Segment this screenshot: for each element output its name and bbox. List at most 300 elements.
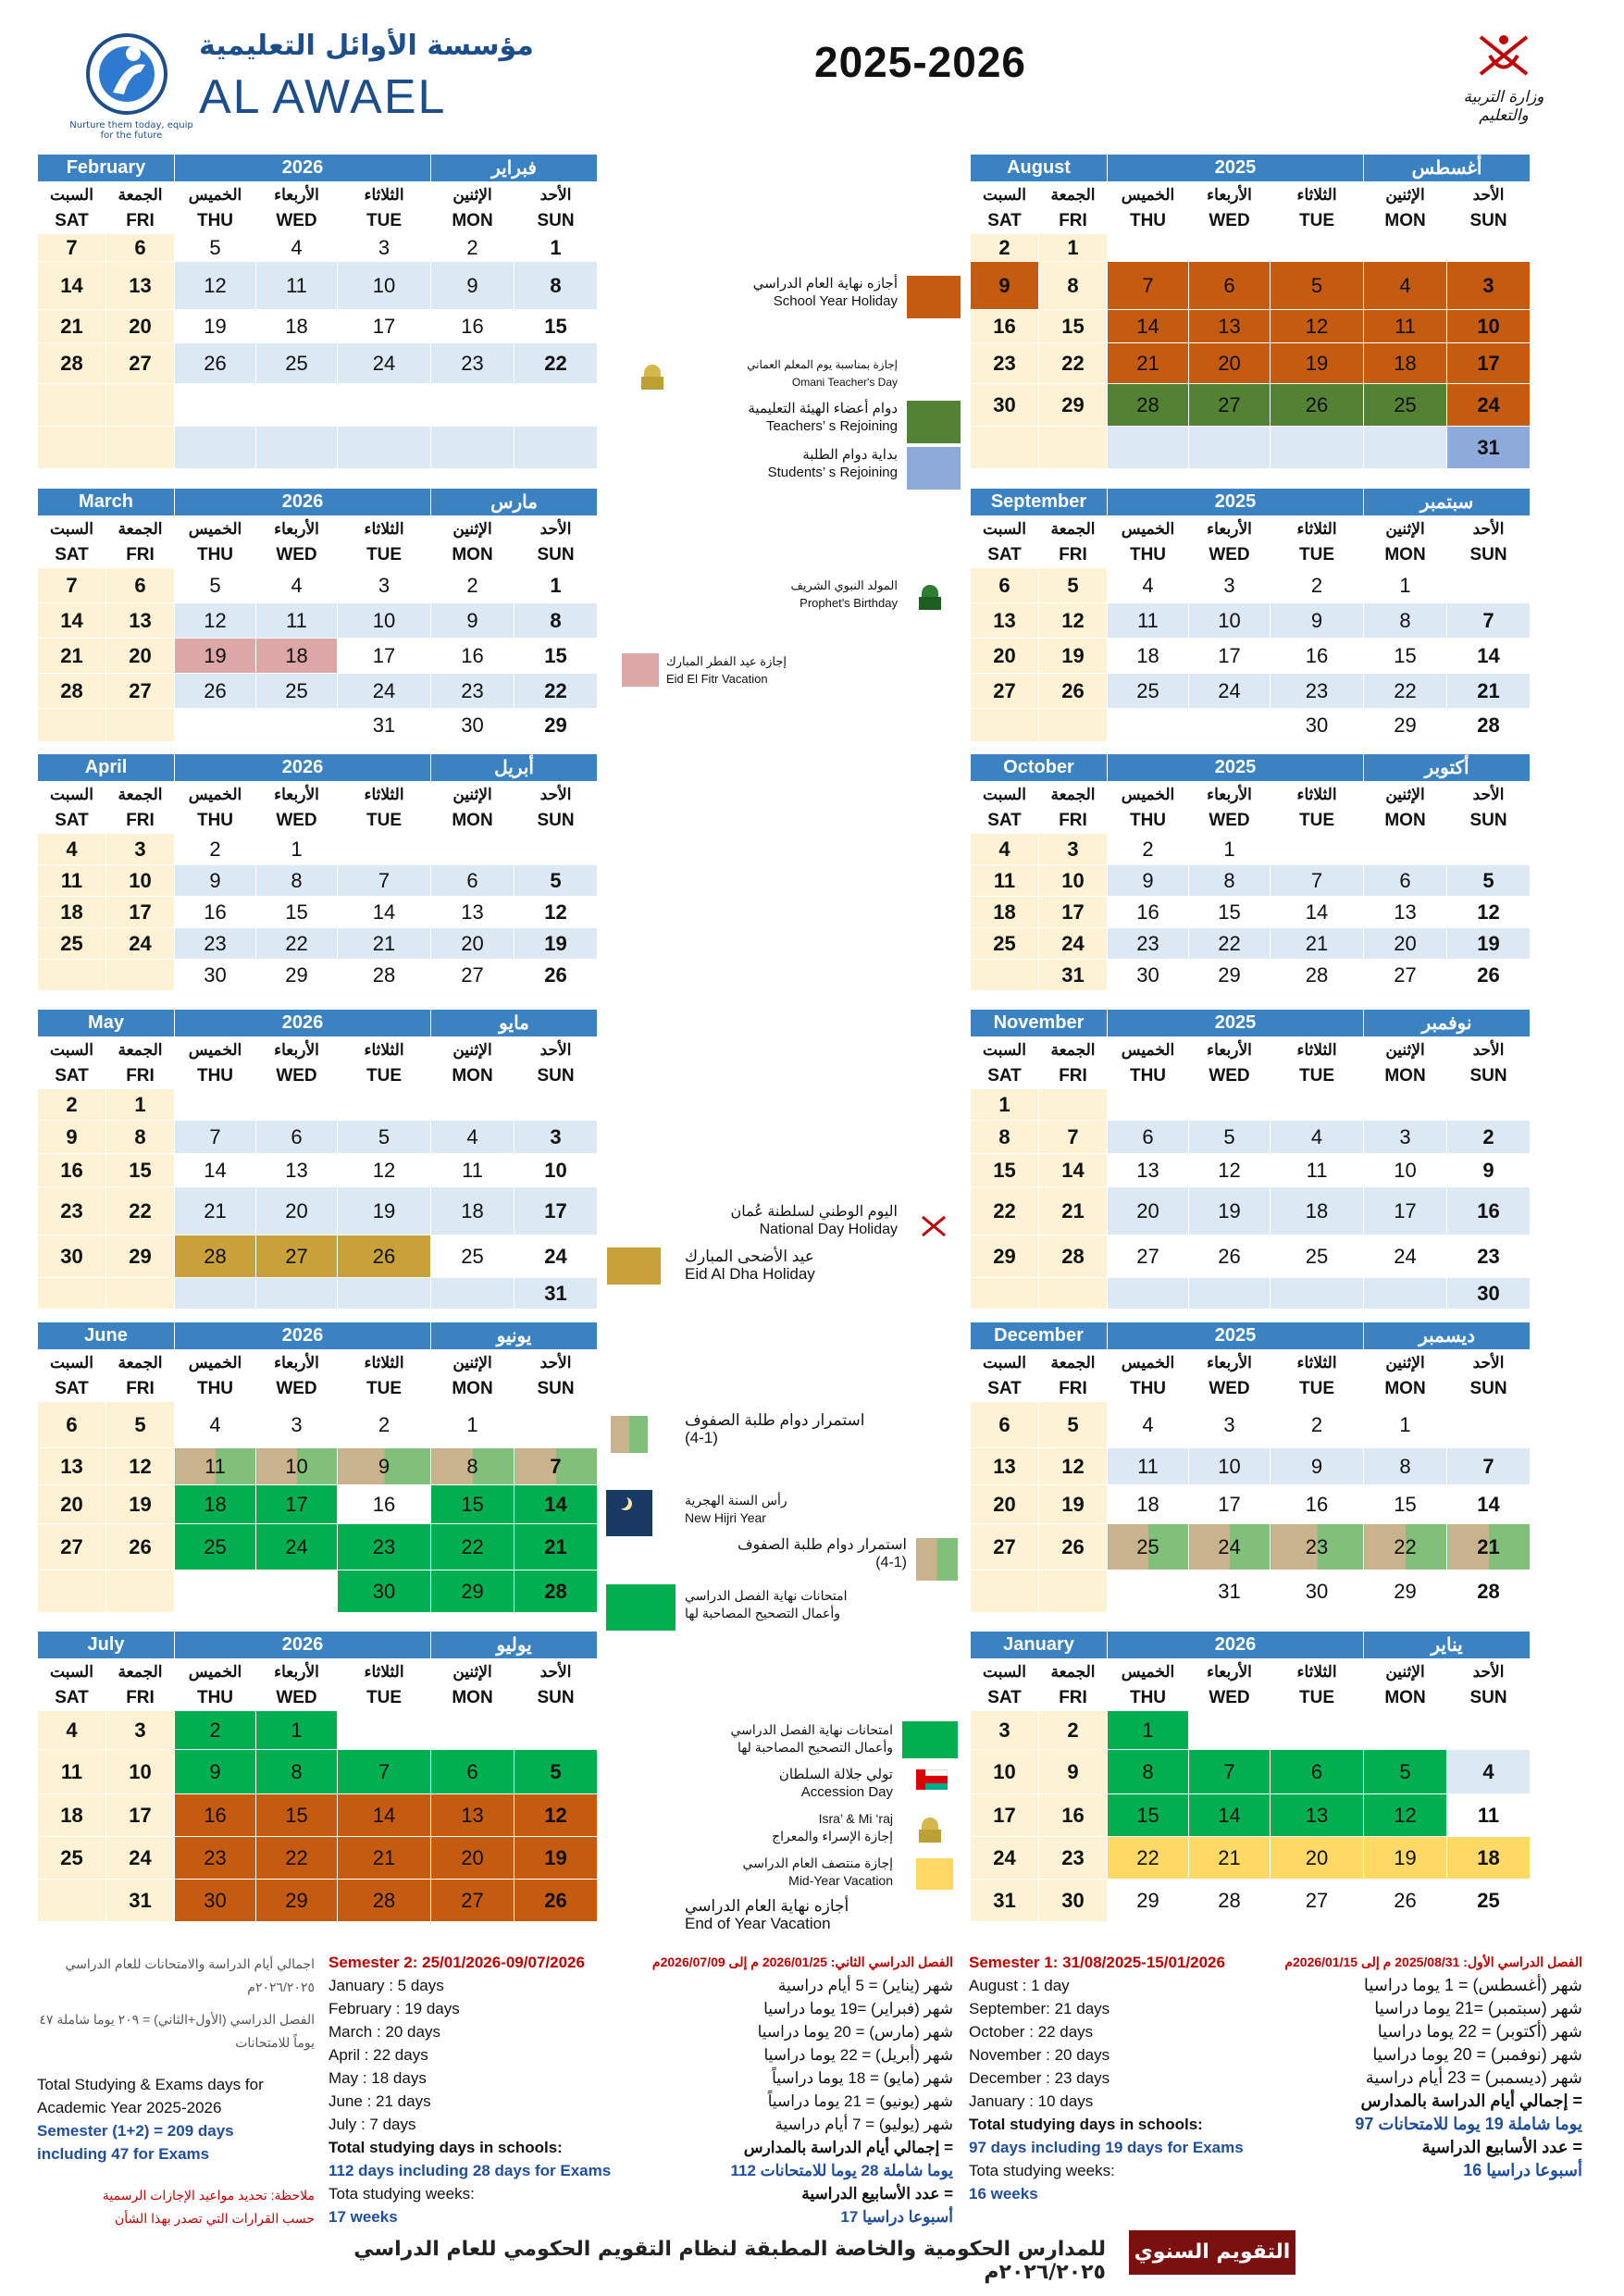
day-cell: 21 bbox=[1108, 343, 1189, 384]
month-year: 2026 bbox=[175, 754, 431, 782]
day-cell: 20 bbox=[431, 928, 514, 960]
calendar-may bbox=[37, 1009, 597, 1309]
ministry-emblem-icon bbox=[1453, 23, 1555, 125]
day-cell: 13 bbox=[1271, 1794, 1364, 1837]
day-cell: 20 bbox=[256, 1187, 338, 1235]
day-cell: 29 bbox=[1364, 1570, 1447, 1613]
day-cell: 3 bbox=[338, 234, 431, 262]
weekday-ar: الخميس bbox=[175, 1659, 256, 1685]
day-cell: 30 bbox=[1271, 1570, 1364, 1613]
weekday-en: TUE bbox=[1271, 1063, 1364, 1089]
day-cell: 8 bbox=[106, 1121, 175, 1154]
day-cell: 20 bbox=[106, 310, 175, 343]
weekday-en: FRI bbox=[106, 542, 175, 568]
day-cell: 9 bbox=[1271, 1448, 1364, 1485]
day-cell: 12 bbox=[175, 603, 256, 639]
legend-swatch-continue1 bbox=[611, 1416, 648, 1453]
day-cell: 23 bbox=[38, 1187, 106, 1235]
day-cell: 13 bbox=[1189, 310, 1271, 343]
month-name-en: September bbox=[971, 489, 1108, 516]
day-cell bbox=[256, 427, 338, 469]
weekday-ar: الخميس bbox=[175, 1350, 256, 1376]
weekday-en: SUN bbox=[1447, 542, 1531, 568]
day-cell bbox=[514, 1402, 598, 1448]
weekday-ar: الإثنين bbox=[1364, 1037, 1447, 1063]
weekday-en: MON bbox=[1364, 1685, 1447, 1711]
day-cell bbox=[38, 709, 106, 742]
day-cell bbox=[431, 427, 514, 469]
month-year: 2026 bbox=[175, 1010, 431, 1037]
weekday-en: SUN bbox=[1447, 1063, 1531, 1089]
day-cell bbox=[175, 1089, 256, 1121]
day-cell: 31 bbox=[514, 1278, 598, 1309]
weekday-en: SAT bbox=[971, 808, 1039, 834]
day-cell: 30 bbox=[431, 709, 514, 742]
day-cell: 10 bbox=[106, 1750, 175, 1794]
day-cell: 21 bbox=[1039, 1187, 1108, 1235]
weekday-ar: الأحد bbox=[514, 1659, 598, 1685]
day-cell: 25 bbox=[1447, 1880, 1531, 1922]
day-cell bbox=[1189, 1711, 1271, 1750]
month-name-ar: أغسطس bbox=[1364, 155, 1531, 182]
weekday-en: SUN bbox=[1447, 1685, 1531, 1711]
day-cell bbox=[1271, 1089, 1364, 1121]
day-cell: 1 bbox=[1108, 1711, 1189, 1750]
day-cell: 16 bbox=[431, 639, 514, 674]
day-cell: 20 bbox=[971, 1485, 1039, 1524]
weekday-en: FRI bbox=[106, 1685, 175, 1711]
day-cell: 6 bbox=[431, 1750, 514, 1794]
day-cell: 13 bbox=[38, 1448, 106, 1485]
day-cell: 24 bbox=[514, 1235, 598, 1278]
summary-line: شهر (مايو) = 18 يوما دراسياً bbox=[772, 2069, 953, 2087]
day-cell: 19 bbox=[514, 1837, 598, 1880]
day-cell: 25 bbox=[175, 1524, 256, 1570]
weekday-ar: الأربعاء bbox=[256, 782, 338, 808]
day-cell: 7 bbox=[1039, 1121, 1108, 1154]
weekday-ar: السبت bbox=[38, 182, 106, 208]
month-name-ar: مارس bbox=[431, 489, 598, 516]
day-cell: 1 bbox=[1189, 834, 1271, 865]
weekday-en: SUN bbox=[1447, 808, 1531, 834]
month-name-en: December bbox=[971, 1322, 1108, 1350]
month-name-en: June bbox=[38, 1322, 175, 1350]
logo-emblem-icon bbox=[76, 28, 178, 120]
day-cell: 19 bbox=[338, 1187, 431, 1235]
day-cell: 5 bbox=[175, 234, 256, 262]
day-cell: 24 bbox=[338, 674, 431, 709]
day-cell: 27 bbox=[106, 343, 175, 384]
day-cell: 25 bbox=[971, 928, 1039, 960]
weekday-en: SAT bbox=[971, 208, 1039, 234]
weekday-ar: الأحد bbox=[514, 182, 598, 208]
weekday-en: TUE bbox=[338, 208, 431, 234]
summary-line: October : 22 days bbox=[969, 2023, 1094, 2041]
weekday-en: THU bbox=[175, 208, 256, 234]
day-cell: 5 bbox=[514, 1750, 598, 1794]
day-cell: 20 bbox=[431, 1837, 514, 1880]
day-cell: 27 bbox=[1108, 1235, 1189, 1278]
day-cell: 21 bbox=[338, 1837, 431, 1880]
day-cell: 21 bbox=[38, 310, 106, 343]
weekday-en: MON bbox=[431, 1376, 514, 1402]
summary-line: June : 21 days bbox=[329, 2092, 431, 2110]
day-cell bbox=[338, 834, 431, 865]
day-cell: 24 bbox=[1189, 674, 1271, 709]
day-cell: 28 bbox=[1447, 709, 1531, 742]
month-name-ar: يونيو bbox=[431, 1322, 598, 1350]
day-cell: 4 bbox=[1271, 1121, 1364, 1154]
summary-line: شهر (مارس) = 20 يوما دراسيا bbox=[757, 2023, 953, 2041]
day-cell: 15 bbox=[1189, 897, 1271, 928]
day-cell: 29 bbox=[1108, 1880, 1189, 1922]
day-cell: 2 bbox=[1271, 1402, 1364, 1448]
month-name-ar: أبريل bbox=[431, 754, 598, 782]
day-cell: 15 bbox=[431, 1485, 514, 1524]
day-cell: 26 bbox=[1271, 384, 1364, 427]
day-cell: 21 bbox=[1447, 674, 1531, 709]
day-cell: 7 bbox=[1447, 1448, 1531, 1485]
day-cell: 28 bbox=[1189, 1880, 1271, 1922]
weekday-ar: الأحد bbox=[1447, 182, 1531, 208]
weekday-ar: الأحد bbox=[1447, 1659, 1531, 1685]
day-cell: 28 bbox=[338, 1880, 431, 1922]
weekday-en: THU bbox=[1108, 1376, 1189, 1402]
day-cell bbox=[256, 1570, 338, 1613]
day-cell: 22 bbox=[1039, 343, 1108, 384]
weekday-ar: الثلاثاء bbox=[338, 516, 431, 542]
legend-midyear: إجازة منتصف العام الدراسي Mid-Year Vacation bbox=[742, 1855, 893, 1888]
day-cell: 15 bbox=[1108, 1794, 1189, 1837]
weekday-en: SUN bbox=[514, 208, 598, 234]
day-cell: 9 bbox=[1271, 603, 1364, 639]
summary-line: July : 7 days bbox=[329, 2116, 416, 2133]
day-cell: 4 bbox=[38, 834, 106, 865]
day-cell: 1 bbox=[1364, 1402, 1447, 1448]
day-cell bbox=[971, 427, 1039, 469]
day-cell: 29 bbox=[1364, 709, 1447, 742]
day-cell: 22 bbox=[514, 674, 598, 709]
day-cell: 12 bbox=[514, 897, 598, 928]
day-cell: 3 bbox=[1039, 834, 1108, 865]
day-cell: 30 bbox=[971, 384, 1039, 427]
day-cell: 14 bbox=[1039, 1154, 1108, 1187]
weekday-ar: الثلاثاء bbox=[338, 1037, 431, 1063]
day-cell: 3 bbox=[1189, 568, 1271, 603]
day-cell: 22 bbox=[1108, 1837, 1189, 1880]
day-cell: 2 bbox=[1108, 834, 1189, 865]
weekday-ar: الجمعة bbox=[106, 1659, 175, 1685]
day-cell: 25 bbox=[1271, 1235, 1364, 1278]
day-cell: 22 bbox=[1364, 674, 1447, 709]
day-cell: 16 bbox=[38, 1154, 106, 1187]
day-cell: 27 bbox=[431, 1880, 514, 1922]
day-cell bbox=[175, 1570, 256, 1613]
legend-school-holiday: أجازه نهاية العام الدراسي School Year Holiday bbox=[752, 276, 898, 309]
day-cell: 18 bbox=[38, 897, 106, 928]
day-cell: 3 bbox=[1189, 1402, 1271, 1448]
weekday-ar: الثلاثاء bbox=[1271, 182, 1364, 208]
day-cell: 19 bbox=[514, 928, 598, 960]
day-cell bbox=[1039, 1570, 1108, 1613]
day-cell: 28 bbox=[1108, 384, 1189, 427]
day-cell: 2 bbox=[38, 1089, 106, 1121]
day-cell: 11 bbox=[1108, 1448, 1189, 1485]
month-name-en: April bbox=[38, 754, 175, 782]
weekday-ar: السبت bbox=[971, 1037, 1039, 1063]
weekday-en: SAT bbox=[971, 542, 1039, 568]
day-cell bbox=[1108, 234, 1189, 262]
day-cell: 26 bbox=[1364, 1880, 1447, 1922]
day-cell: 4 bbox=[971, 834, 1039, 865]
weekday-en: FRI bbox=[1039, 808, 1108, 834]
day-cell: 27 bbox=[971, 1524, 1039, 1570]
day-cell: 4 bbox=[1108, 1402, 1189, 1448]
day-cell: 6 bbox=[106, 568, 175, 603]
day-cell: 20 bbox=[106, 639, 175, 674]
day-cell: 7 bbox=[38, 568, 106, 603]
day-cell: 3 bbox=[338, 568, 431, 603]
day-cell: 15 bbox=[1364, 639, 1447, 674]
month-name-en: October bbox=[971, 754, 1108, 782]
summary-line: March : 20 days bbox=[329, 2023, 440, 2041]
weekday-ar: الأربعاء bbox=[1189, 782, 1271, 808]
summary-line: شهر (فبراير) =19 يوما دراسيا bbox=[763, 2000, 953, 2017]
day-cell: 24 bbox=[1039, 928, 1108, 960]
weekday-ar: الثلاثاء bbox=[338, 1659, 431, 1685]
summary-line: August : 1 day bbox=[969, 1977, 1070, 1994]
day-cell bbox=[1108, 1089, 1189, 1121]
weekday-en: MON bbox=[431, 1063, 514, 1089]
day-cell: 16 bbox=[175, 897, 256, 928]
day-cell: 15 bbox=[1039, 310, 1108, 343]
day-cell: 14 bbox=[1447, 1485, 1531, 1524]
weekday-ar: الأربعاء bbox=[1189, 1659, 1271, 1685]
weekday-ar: السبت bbox=[971, 516, 1039, 542]
day-cell bbox=[514, 1711, 598, 1750]
day-cell: 11 bbox=[1364, 310, 1447, 343]
weekday-ar: الثلاثاء bbox=[1271, 1659, 1364, 1685]
summary-line: شهر (أغسطس) = 1 يوما دراسيا bbox=[1363, 1976, 1582, 1994]
day-cell: 30 bbox=[338, 1570, 431, 1613]
day-cell: 5 bbox=[514, 865, 598, 897]
weekday-ar: الجمعة bbox=[1039, 1037, 1108, 1063]
day-cell: 26 bbox=[1189, 1235, 1271, 1278]
day-cell: 31 bbox=[1039, 960, 1108, 991]
weekday-en: TUE bbox=[338, 1063, 431, 1089]
day-cell: 17 bbox=[514, 1187, 598, 1235]
day-cell bbox=[38, 960, 106, 991]
month-name-en: March bbox=[38, 489, 175, 516]
weekday-en: TUE bbox=[1271, 208, 1364, 234]
weekday-ar: الثلاثاء bbox=[338, 182, 431, 208]
day-cell: 28 bbox=[1271, 960, 1364, 991]
weekday-ar: الإثنين bbox=[431, 782, 514, 808]
weekday-ar: الأربعاء bbox=[256, 1659, 338, 1685]
weekday-ar: الإثنين bbox=[431, 1350, 514, 1376]
weekday-ar: السبت bbox=[38, 1350, 106, 1376]
day-cell: 7 bbox=[338, 865, 431, 897]
legend-prophet: المولد النبوي الشريف Prophet's Birthday bbox=[790, 578, 898, 610]
day-cell bbox=[1364, 1089, 1447, 1121]
weekday-en: TUE bbox=[1271, 542, 1364, 568]
day-cell: 13 bbox=[971, 1448, 1039, 1485]
day-cell bbox=[38, 384, 106, 427]
day-cell: 8 bbox=[1189, 865, 1271, 897]
day-cell: 25 bbox=[1364, 384, 1447, 427]
day-cell bbox=[338, 1711, 431, 1750]
weekday-en: WED bbox=[1189, 1376, 1271, 1402]
day-cell: 11 bbox=[256, 262, 338, 310]
day-cell bbox=[1189, 234, 1271, 262]
footer bbox=[329, 2230, 1295, 2284]
day-cell: 4 bbox=[1108, 568, 1189, 603]
weekday-ar: الخميس bbox=[1108, 782, 1189, 808]
legend-swatch-school-holiday bbox=[907, 276, 961, 318]
month-year: 2026 bbox=[175, 1632, 431, 1659]
day-cell: 8 bbox=[431, 1448, 514, 1485]
day-cell: 11 bbox=[1447, 1794, 1531, 1837]
weekday-ar: السبت bbox=[38, 1659, 106, 1685]
day-cell bbox=[431, 834, 514, 865]
day-cell bbox=[971, 1278, 1039, 1309]
day-cell: 6 bbox=[38, 1402, 106, 1448]
day-cell: 18 bbox=[1108, 1485, 1189, 1524]
day-cell: 23 bbox=[1108, 928, 1189, 960]
weekday-ar: الثلاثاء bbox=[1271, 782, 1364, 808]
day-cell: 31 bbox=[971, 1880, 1039, 1922]
weekday-ar: الخميس bbox=[1108, 516, 1189, 542]
day-cell: 17 bbox=[971, 1794, 1039, 1837]
day-cell: 19 bbox=[1189, 1187, 1271, 1235]
day-cell: 18 bbox=[256, 639, 338, 674]
month-name-ar: نوفمبر bbox=[1364, 1010, 1531, 1037]
day-cell: 17 bbox=[106, 1794, 175, 1837]
weekday-ar: الأحد bbox=[514, 782, 598, 808]
weekday-en: WED bbox=[1189, 1685, 1271, 1711]
oman-emblem-icon bbox=[918, 1212, 949, 1233]
weekday-en: WED bbox=[1189, 208, 1271, 234]
weekday-en: SAT bbox=[38, 208, 106, 234]
weekday-en: FRI bbox=[106, 808, 175, 834]
day-cell: 5 bbox=[338, 1121, 431, 1154]
day-cell: 19 bbox=[106, 1485, 175, 1524]
day-cell: 25 bbox=[256, 674, 338, 709]
day-cell: 23 bbox=[971, 343, 1039, 384]
day-cell: 10 bbox=[1364, 1154, 1447, 1187]
month-name-ar: يوليو bbox=[431, 1632, 598, 1659]
month-year: 2025 bbox=[1108, 489, 1364, 516]
day-cell: 24 bbox=[1447, 384, 1531, 427]
day-cell: 4 bbox=[1364, 262, 1447, 310]
day-cell bbox=[1447, 834, 1531, 865]
day-cell: 3 bbox=[514, 1121, 598, 1154]
weekday-en: WED bbox=[256, 208, 338, 234]
day-cell: 6 bbox=[1189, 262, 1271, 310]
month-year: 2026 bbox=[175, 1322, 431, 1350]
day-cell: 7 bbox=[338, 1750, 431, 1794]
weekday-ar: الأربعاء bbox=[256, 1350, 338, 1376]
day-cell: 19 bbox=[175, 639, 256, 674]
semester2-arabic: الفصل الدراسي الثاني: 2026/01/25 م إلى 2026/07/09م شهر (يناير) = 5 أيام دراسية شهر (فبراير) =19 يوما دراسيا شهر (مارس) = 20 يوما دراسيا شهر (أبريل) = 22 يوما دراسيا شهر (مايو) = 18 يوما دراسياً شهر (يونيو) = 21 يوما دراسياً شهر (يوليو) = 7 أيام دراسية إجمالي أيام الدراسة بالمدارس = 112 يوما شاملة 28 يوما للامتحانات عدد الأسابيع الدراسية = 17 أسبوعا دراسيا bbox=[648, 1951, 953, 2228]
day-cell: 15 bbox=[1364, 1485, 1447, 1524]
day-cell: 20 bbox=[1271, 1837, 1364, 1880]
summary-line: January : 10 days bbox=[969, 2092, 1094, 2110]
day-cell bbox=[431, 1711, 514, 1750]
day-cell: 6 bbox=[971, 568, 1039, 603]
day-cell bbox=[38, 427, 106, 469]
day-cell: 30 bbox=[1271, 709, 1364, 742]
day-cell: 15 bbox=[256, 1794, 338, 1837]
calendar-aug bbox=[970, 154, 1530, 469]
legend-swatch-fitr bbox=[622, 653, 659, 687]
semester1-english: Semester 1: 31/08/2025-15/01/2026 August : 1 day September: 21 days October : 22 days November : 20 days December : 23 days January : 10 days Total studying days in schools: 97 days including 19 days for Exams Tota studying weeks: 16 weeks bbox=[969, 1951, 1265, 2205]
day-cell bbox=[1039, 1278, 1108, 1309]
day-cell: 11 bbox=[256, 603, 338, 639]
day-cell bbox=[256, 1278, 338, 1309]
weekday-ar: السبت bbox=[38, 1037, 106, 1063]
month-year: 2025 bbox=[1108, 1010, 1364, 1037]
legend-students-rejoin: بداية دوام الطلبة Students’ s Rejoining bbox=[767, 447, 898, 480]
day-cell: 28 bbox=[38, 343, 106, 384]
weekday-en: WED bbox=[1189, 542, 1271, 568]
day-cell: 12 bbox=[1039, 1448, 1108, 1485]
weekday-en: TUE bbox=[338, 1685, 431, 1711]
month-year: 2026 bbox=[175, 489, 431, 516]
weekday-ar: الثلاثاء bbox=[338, 782, 431, 808]
day-cell: 11 bbox=[1108, 603, 1189, 639]
summary-line: شهر (سبتمبر) =21 يوما دراسيا bbox=[1374, 1999, 1582, 2017]
day-cell: 13 bbox=[106, 262, 175, 310]
weekday-ar: الإثنين bbox=[1364, 516, 1447, 542]
day-cell bbox=[1271, 1711, 1364, 1750]
weekday-en: FRI bbox=[1039, 542, 1108, 568]
day-cell: 8 bbox=[256, 1750, 338, 1794]
day-cell: 3 bbox=[106, 1711, 175, 1750]
day-cell: 30 bbox=[175, 1880, 256, 1922]
day-cell bbox=[1364, 1711, 1447, 1750]
calendar-jul bbox=[37, 1631, 597, 1922]
weekday-en: SAT bbox=[971, 1376, 1039, 1402]
day-cell bbox=[1108, 1278, 1189, 1309]
weekday-ar: الجمعة bbox=[106, 1350, 175, 1376]
day-cell bbox=[175, 384, 256, 427]
day-cell: 5 bbox=[1189, 1121, 1271, 1154]
weekday-en: FRI bbox=[1039, 208, 1108, 234]
weekday-ar: الأحد bbox=[1447, 782, 1531, 808]
day-cell: 3 bbox=[971, 1711, 1039, 1750]
day-cell: 8 bbox=[514, 603, 598, 639]
day-cell: 3 bbox=[106, 834, 175, 865]
weekday-ar: السبت bbox=[38, 782, 106, 808]
month-name-en: January bbox=[971, 1632, 1108, 1659]
weekday-ar: الأحد bbox=[1447, 1350, 1531, 1376]
weekday-en: THU bbox=[175, 1063, 256, 1089]
day-cell: 19 bbox=[1039, 1485, 1108, 1524]
day-cell: 3 bbox=[256, 1402, 338, 1448]
day-cell bbox=[106, 427, 175, 469]
legend-swatch-adha bbox=[607, 1247, 661, 1285]
day-cell: 21 bbox=[1189, 1837, 1271, 1880]
month-name-ar: فبراير bbox=[431, 155, 598, 182]
day-cell bbox=[1364, 427, 1447, 469]
weekday-en: TUE bbox=[1271, 808, 1364, 834]
day-cell: 18 bbox=[38, 1794, 106, 1837]
day-cell: 4 bbox=[175, 1402, 256, 1448]
day-cell: 4 bbox=[256, 568, 338, 603]
day-cell: 5 bbox=[175, 568, 256, 603]
day-cell: 13 bbox=[256, 1154, 338, 1187]
